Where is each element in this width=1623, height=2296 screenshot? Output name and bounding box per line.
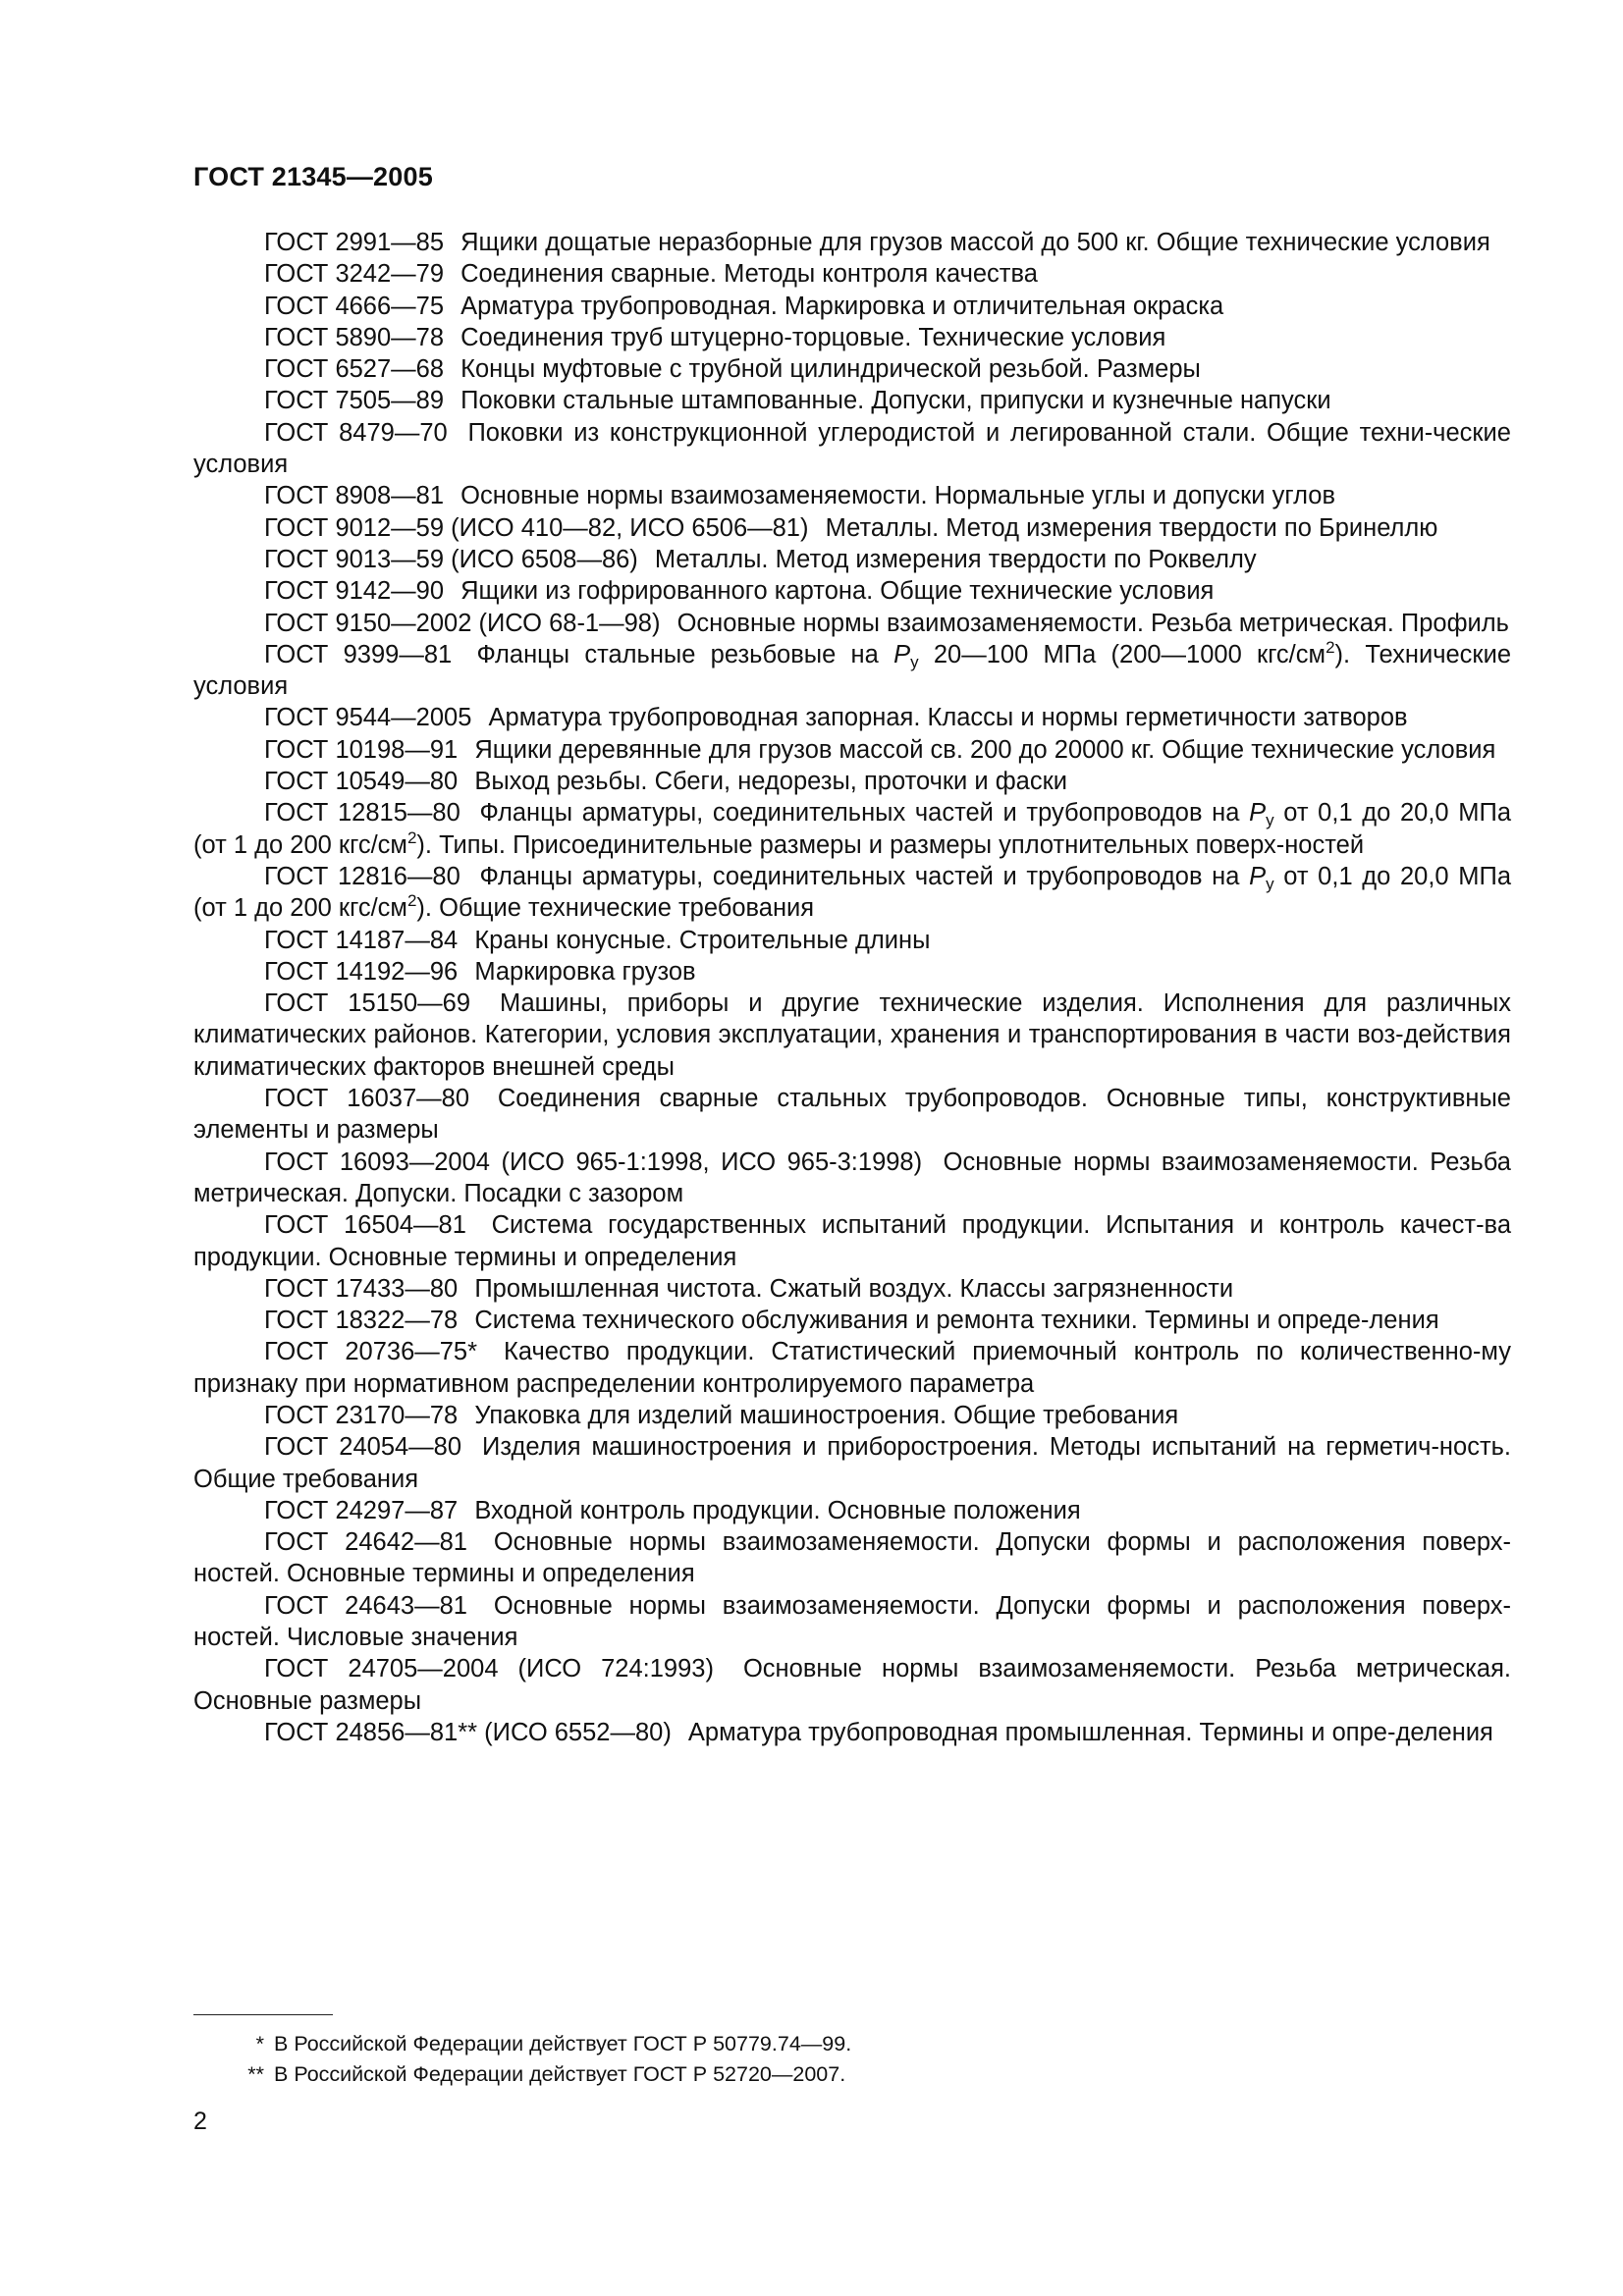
reference-code: ГОСТ 12815—80 [264, 799, 460, 828]
reference-item [193, 1495, 1511, 1526]
pressure-subscript: у [1266, 874, 1274, 893]
reference-code: ГОСТ 9150—2002 (ИСО 68-1—98) [264, 609, 661, 637]
reference-item [193, 512, 1511, 544]
reference-code: ГОСТ 24297—87 [264, 1496, 459, 1524]
footnote-item [193, 2029, 851, 2059]
reference-title: Система технического обслуживания и ремонта техники. Термины и опреде-ления [474, 1307, 1439, 1335]
reference-title: Металлы. Метод измерения твердости по Роквеллу [654, 545, 1257, 573]
reference-title: Соединения сварные. Методы контроля качества [460, 260, 1038, 289]
reference-item [193, 766, 1511, 797]
pressure-symbol: P [893, 640, 911, 668]
reference-title: Промышленная чистота. Сжатый воздух. Классы загрязненности [474, 1274, 1234, 1303]
reference-title-part: ). Технические условия [193, 640, 1512, 701]
reference-code: ГОСТ 16037—80 [264, 1085, 469, 1113]
reference-item [193, 1336, 1511, 1400]
reference-code: ГОСТ 16504—81 [264, 1211, 466, 1240]
reference-code: ГОСТ 8479—70 [264, 418, 448, 447]
reference-item [193, 1526, 1511, 1590]
reference-item [193, 1400, 1511, 1431]
reference-title: Маркировка грузов [474, 957, 696, 986]
reference-code: ГОСТ 10549—80 [264, 768, 459, 796]
reference-code: ГОСТ 24054—80 [264, 1433, 462, 1462]
reference-title: Соединения труб штуцерно-торцовые. Технические условия [460, 323, 1166, 351]
reference-item [193, 702, 1511, 733]
reference-title: Основные нормы взаимозаменяемости. Допуски формы и расположения поверх-ностей. Основные термины и определения [193, 1528, 1512, 1588]
reference-title: Изделия машиностроения и приборостроения. Методы испытаний на герметич-ность. Общие требования [193, 1433, 1512, 1493]
reference-title: Основные нормы взаимозаменяемости. Резьба метрическая. Профиль [676, 609, 1509, 637]
reference-item [193, 575, 1511, 607]
reference-code: ГОСТ 14192—96 [264, 957, 459, 986]
reference-code: ГОСТ 3242—79 [264, 260, 445, 289]
reference-item [193, 639, 1511, 703]
reference-title: Основные нормы взаимозаменяемости. Резьба метрическая. Основные размеры [193, 1655, 1511, 1715]
reference-code: ГОСТ 14187—84 [264, 926, 459, 954]
reference-code: ГОСТ 18322—78 [264, 1307, 459, 1335]
footnote-text: В Российской Федерации действует ГОСТ Р 50779.74—99. [274, 2032, 852, 2056]
reference-code: ГОСТ 15150—69 [264, 989, 471, 1018]
reference-code: ГОСТ 8908—81 [264, 482, 445, 510]
reference-title-part: ). Общие технические требования [416, 894, 815, 923]
reference-item [193, 322, 1511, 353]
reference-title: Упаковка для изделий машиностроения. Общие требования [474, 1401, 1179, 1429]
reference-item [193, 734, 1511, 766]
reference-item [193, 797, 1511, 861]
pressure-symbol: P [1249, 799, 1267, 828]
reference-title: Выход резьбы. Сбеги, недорезы, проточки и фаски [474, 768, 1068, 796]
unit-superscript: 2 [406, 891, 417, 911]
reference-code: ГОСТ 5890—78 [264, 323, 445, 351]
reference-title-part: от 0,1 до 20,0 МПа (от 1 до 200 кгс/см [193, 799, 1512, 859]
reference-code: ГОСТ 6527—68 [264, 355, 445, 384]
reference-item [193, 1590, 1511, 1654]
reference-title: Основные нормы взаимозаменяемости. Допуски формы и расположения поверх-ностей. Числовые значения [193, 1591, 1512, 1652]
reference-item [193, 1147, 1511, 1210]
reference-title: Металлы. Метод измерения твердости по Бринеллю [825, 513, 1438, 542]
footnote-item [193, 2059, 851, 2090]
reference-code: ГОСТ 2991—85 [264, 229, 445, 256]
reference-title-part: Фланцы арматуры, соединительных частей и трубопроводов на [479, 799, 1240, 828]
reference-item [193, 861, 1511, 925]
reference-title: Входной контроль продукции. Основные положения [474, 1496, 1081, 1524]
reference-item [193, 480, 1511, 511]
reference-item [193, 1717, 1511, 1748]
reference-title: Арматура трубопроводная промышленная. Термины и опре-деления [687, 1718, 1493, 1746]
reference-item [193, 417, 1511, 481]
reference-item [193, 1653, 1511, 1717]
reference-item [193, 1305, 1511, 1336]
reference-title-part: от 0,1 до 20,0 МПа (от 1 до 200 кгс/см [193, 862, 1512, 923]
footnote-text: В Российской Федерации действует ГОСТ Р 52720—2007. [274, 2062, 846, 2086]
reference-code: ГОСТ 24642—81 [264, 1528, 467, 1557]
reference-code: ГОСТ 9399—81 [264, 640, 453, 668]
reference-title: Качество продукции. Статистический приемочный контроль по количественно-му признаку при нормативном распределении контролируемого параметра [193, 1338, 1511, 1398]
reference-title: Машины, приборы и другие технические изделия. Исполнения для различных климатических районов. Категории, условия эксплуатации, хранения и транспортирования в части воз-действия климатических факторов внешней среды [193, 989, 1512, 1081]
normative-references-list [193, 227, 1511, 1748]
page-number: 2 [193, 2108, 207, 2135]
reference-title: Арматура трубопроводная запорная. Классы и нормы герметичности затворов [488, 704, 1408, 732]
reference-item [193, 227, 1511, 258]
reference-code: ГОСТ 24856—81** (ИСО 6552—80) [264, 1718, 672, 1746]
reference-item [193, 353, 1511, 385]
reference-code: ГОСТ 20736—75* [264, 1338, 478, 1366]
reference-item [193, 1273, 1511, 1305]
reference-code: ГОСТ 17433—80 [264, 1274, 459, 1303]
reference-item [193, 291, 1511, 322]
reference-item [193, 385, 1511, 416]
reference-title-part: Фланцы стальные резьбовые на [476, 640, 879, 668]
reference-item [193, 544, 1511, 575]
reference-item [193, 956, 1511, 988]
reference-title: Ящики из гофрированного картона. Общие технические условия [460, 577, 1215, 606]
reference-item [193, 1083, 1511, 1147]
reference-item [193, 608, 1511, 639]
reference-code: ГОСТ 4666—75 [264, 292, 445, 320]
reference-item [193, 258, 1511, 290]
reference-title-part: Фланцы арматуры, соединительных частей и трубопроводов на [479, 862, 1240, 890]
reference-code: ГОСТ 12816—80 [264, 862, 460, 890]
reference-item [193, 1209, 1511, 1273]
reference-code: ГОСТ 7505—89 [264, 387, 445, 415]
reference-item [193, 925, 1511, 956]
reference-code: ГОСТ 9013—59 (ИСО 6508—86) [264, 545, 638, 573]
footnote-mark: ** [247, 2062, 264, 2086]
reference-title: Поковки из конструкционной углеродистой и легированной стали. Общие техни-ческие условия [193, 418, 1511, 479]
reference-title: Арматура трубопроводная. Маркировка и отличительная окраска [460, 292, 1224, 320]
reference-title: Система государственных испытаний продукции. Испытания и контроль качест-ва продукции. Основные термины и определения [193, 1211, 1511, 1271]
footnotes [193, 2029, 851, 2090]
page-header-title: ГОСТ 21345—2005 [193, 162, 433, 191]
reference-item [193, 1431, 1511, 1495]
reference-title: Соединения сварные стальных трубопроводов. Основные типы, конструктивные элементы и размеры [193, 1085, 1511, 1145]
reference-title-part: ). Типы. Присоединительные размеры и размеры уплотнительных поверх-ностей [416, 830, 1365, 859]
unit-superscript: 2 [1325, 637, 1335, 657]
reference-title: Основные нормы взаимозаменяемости. Нормальные углы и допуски углов [460, 482, 1336, 510]
pressure-symbol: P [1249, 862, 1267, 890]
footnote-divider [193, 2014, 333, 2015]
reference-code: ГОСТ 24643—81 [264, 1591, 467, 1620]
reference-title: Концы муфтовые с трубной цилиндрической резьбой. Размеры [460, 355, 1201, 384]
reference-code: ГОСТ 16093—2004 (ИСО 965-1:1998, ИСО 965-3:1998) [264, 1148, 923, 1176]
reference-code: ГОСТ 9142—90 [264, 577, 445, 606]
reference-item [193, 988, 1511, 1083]
reference-title: Краны конусные. Строительные длины [474, 926, 931, 954]
reference-code: ГОСТ 10198—91 [264, 735, 459, 764]
pressure-subscript: у [1266, 811, 1274, 830]
reference-code: ГОСТ 24705—2004 (ИСО 724:1993) [264, 1655, 714, 1683]
pressure-subscript: у [910, 652, 919, 671]
reference-code: ГОСТ 23170—78 [264, 1401, 459, 1429]
footnote-mark: * [255, 2032, 264, 2056]
unit-superscript: 2 [406, 828, 417, 847]
reference-title: Поковки стальные штампованные. Допуски, припуски и кузнечные напуски [460, 387, 1331, 415]
reference-title: Ящики дощатые неразборные для грузов массой до 500 кг. Общие технические условия [460, 229, 1490, 256]
reference-title-part: 20—100 МПа (200—1000 кгс/см [933, 640, 1326, 668]
reference-code: ГОСТ 9544—2005 [264, 704, 472, 732]
reference-title: Ящики деревянные для грузов массой св. 200 до 20000 кг. Общие технические условия [474, 735, 1496, 764]
reference-title: Основные нормы взаимозаменяемости. Резьба метрическая. Допуски. Посадки с зазором [193, 1148, 1511, 1207]
reference-code: ГОСТ 9012—59 (ИСО 410—82, ИСО 6506—81) [264, 513, 809, 542]
